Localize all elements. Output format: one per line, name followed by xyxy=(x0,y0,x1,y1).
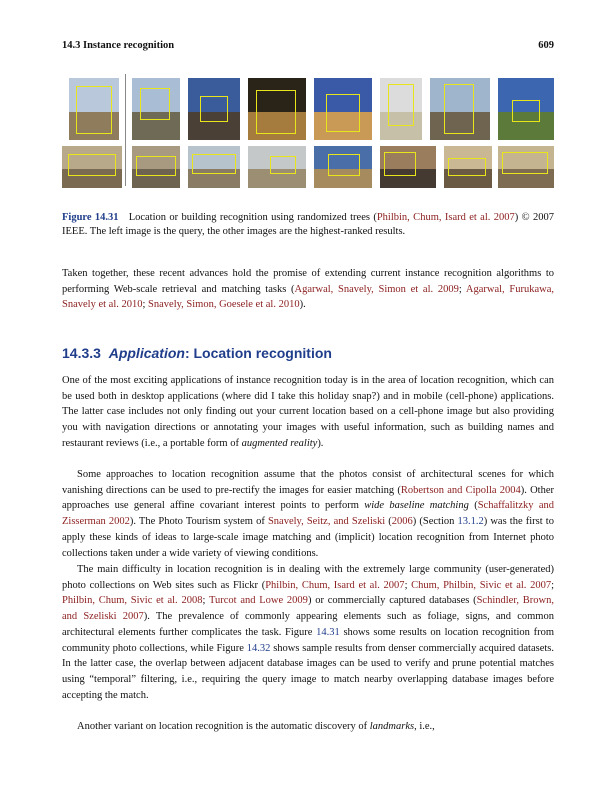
citation-link[interactable]: Agarwal, Furukawa, Snavely et al. 2010 xyxy=(62,283,554,311)
citation-link[interactable]: Schindler, Brown, and Szeliski 2007 xyxy=(62,595,555,623)
citation-link[interactable]: Chum, Philbin, Sivic et al. 2007 xyxy=(411,579,552,591)
body-paragraph: Another variant on location recognition is the automatic discovery of landmarks, i.e., xyxy=(77,721,435,732)
page-number: 609 xyxy=(538,40,554,51)
figure-14-31 xyxy=(62,68,554,188)
caption-text: ) © 2007 IEEE. The left image is the query, the other images are the highest-ranked results. xyxy=(62,212,554,237)
figure-label: Figure 14.31 xyxy=(62,212,119,223)
result-image xyxy=(430,78,490,140)
result-image xyxy=(498,146,554,188)
figure-link[interactable]: 14.32 xyxy=(246,642,271,654)
result-image xyxy=(248,146,306,188)
result-image xyxy=(248,78,306,140)
figure-divider xyxy=(125,74,126,186)
citation-link[interactable]: Agarwal, Snavely, Simon et al. 2009 xyxy=(294,283,459,295)
citation-link[interactable]: 2006 xyxy=(391,516,413,528)
citation-link[interactable]: Schaffalitzky and Zisserman 2002 xyxy=(62,500,555,528)
citation-link[interactable]: Philbin, Chum, Isard et al. 2007 xyxy=(265,579,405,591)
result-image xyxy=(444,146,492,188)
running-head xyxy=(62,40,554,54)
figure-link[interactable]: 14.31 xyxy=(316,626,340,638)
body-paragraph: One of the most exciting applications of instance recognition today is in the area of location recognition, which can be used both in desktop applications (where did I take this holiday snap?) and in mobile (cell-phone) applications. The latter case includes not only finding out your current location based on a cell-phone image but also providing you with navigation directions or annotating your images with useful information, such as building names and restaurant reviews (i.e., a portable form of augmented reality). xyxy=(62,375,554,449)
body-paragraph: The main difficulty in location recognition is in dealing with the extremely large community (user-generated) photo collections on Web sites such as Flickr (Philbin, Chum, Isard et al. 2007; Chum, Philbin, Sivic et al. 2007; Philbin, Chum, Sivic et al. 2008; Turcot and Lowe 2009) or commercially captured databases (Schindler, Brown, and Szeliski 2007). The prevalence of commonly appearing elements such as foliage, signs, and common architectural elements further complicates the task. Figure 14.31 shows some results on location recognition from community photo collections, while Figure 14.32 shows sample results from denser commercially acquired datasets. In the latter case, the overlap between adjacent database images can be used to verify and prune potential matches using “temporal” filtering, i.e., requiring the query image to match nearby overlapping database images before accepting the match. xyxy=(62,564,555,701)
citation-link[interactable]: Turcot and Lowe 2009 xyxy=(208,595,308,607)
result-image xyxy=(132,146,180,188)
citation-link[interactable]: Philbin, Chum, Isard et al. 2007 xyxy=(376,212,515,223)
result-image xyxy=(188,146,240,188)
result-image xyxy=(188,78,240,140)
section-heading: 14.3.3 Application: Location recognition xyxy=(62,345,332,361)
citation-link[interactable]: Philbin, Chum, Sivic et al. 2008 xyxy=(62,595,203,607)
query-image-bottom xyxy=(62,146,122,188)
result-image xyxy=(498,78,554,140)
result-image xyxy=(380,78,422,140)
result-image xyxy=(314,78,372,140)
section-title: 14.3 Instance recognition xyxy=(62,40,175,51)
body-paragraph: Some approaches to location recognition assume that the photos consist of architectural scenes for which vanishing directions can be used to pre-rectify the images for easier matching (Robertson and Cipolla 2004). Other approaches use general affine covariant interest points to perform wide baseline matching (Schaffalitzky and Zisserman 2002). The Photo Tourism system of Snavely, Seitz, and Szeliski (2006) (Section 13.1.2) was the first to apply these kinds of ideas to large-scale image matching and (implicit) location recognition from Internet photo collections taken under a wide variety of viewing conditions. xyxy=(62,469,555,559)
section-link[interactable]: 13.1.2 xyxy=(457,516,484,528)
result-image xyxy=(132,78,180,140)
query-image-top xyxy=(69,78,119,140)
citation-link[interactable]: Robertson and Cipolla 2004 xyxy=(400,484,521,496)
citation-link[interactable]: Snavely, Simon, Goesele et al. 2010 xyxy=(148,299,300,311)
intro-paragraph: Taken together, these recent advances hold the promise of extending current instance recognition algorithms to performing Web-scale retrieval and matching tasks (Agarwal, Snavely, Simon et al. 2009; Agarwal, Furukawa, Snavely et al. 2010; Snavely, Simon, Goesele et al. 2010). xyxy=(62,268,554,311)
citation-link[interactable]: Snavely, Seitz, and Szeliski xyxy=(267,516,386,528)
figure-caption xyxy=(62,211,554,239)
caption-text: Location or building recognition using randomized trees ( xyxy=(128,212,377,223)
result-image xyxy=(314,146,372,188)
result-image xyxy=(380,146,436,188)
